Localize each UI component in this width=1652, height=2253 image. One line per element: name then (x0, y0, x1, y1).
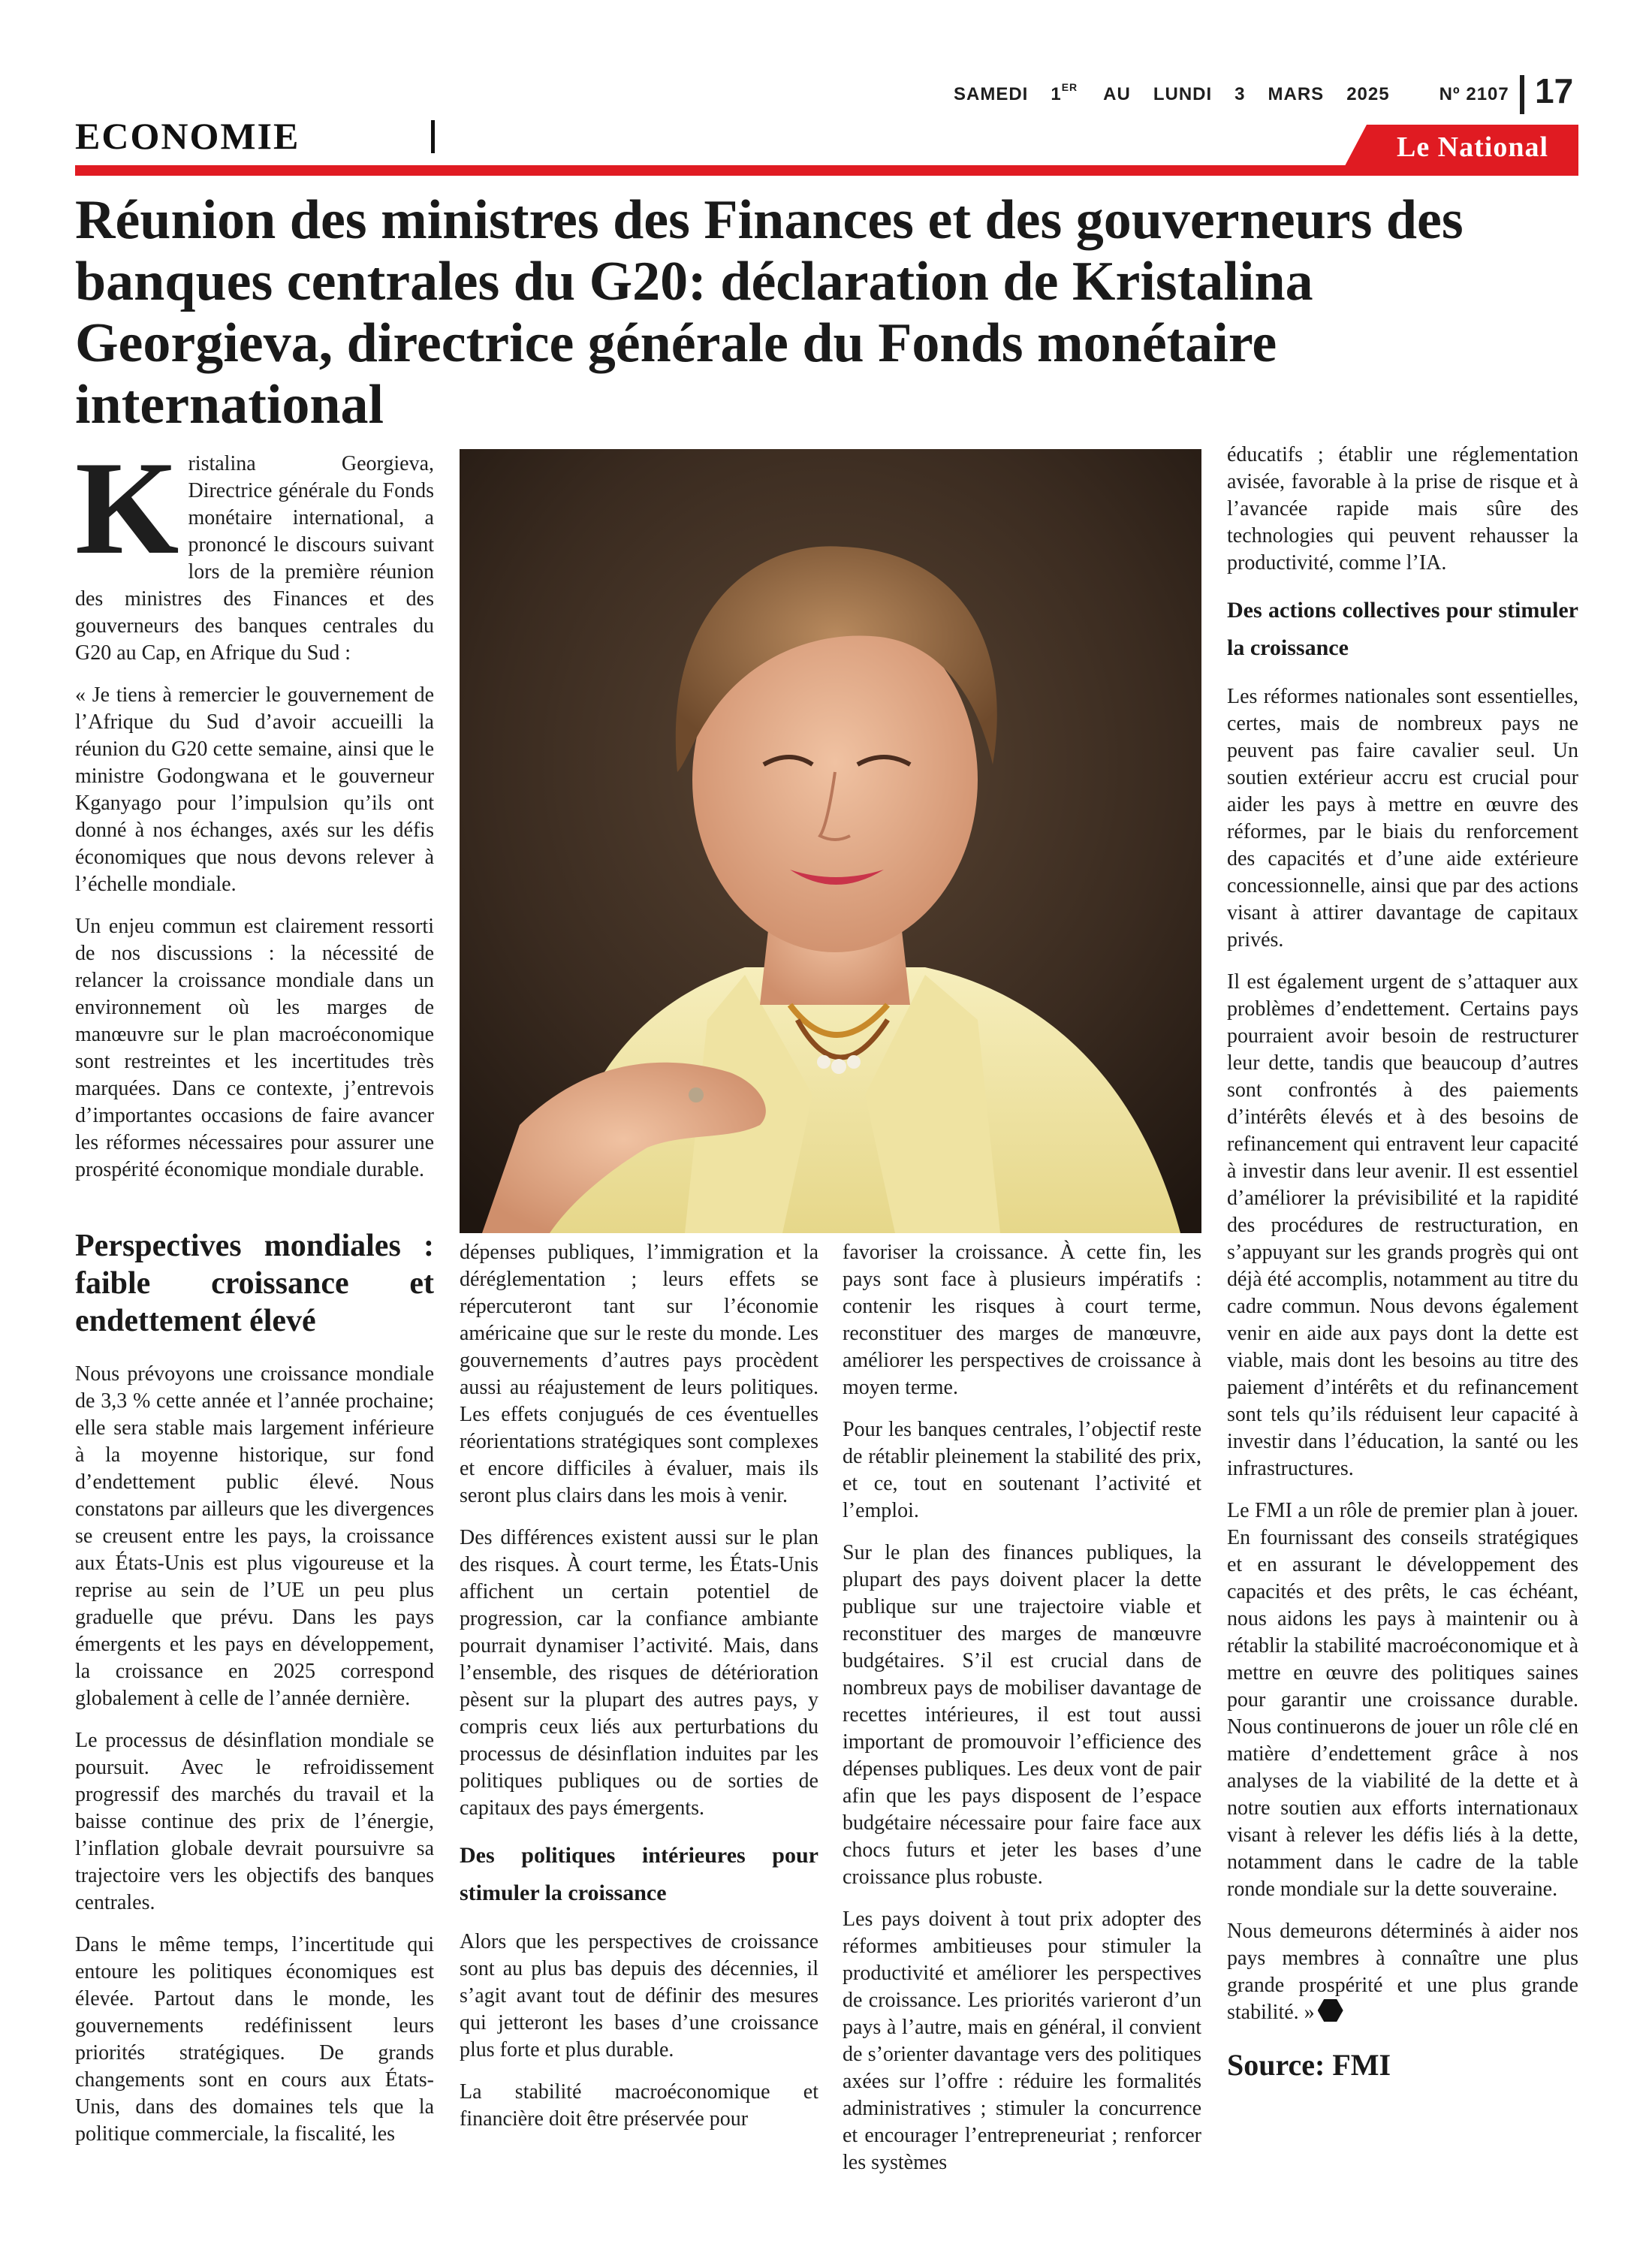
paragraph: Nous prévoyons une croissance mondiale de 3,3 % cette année et l’année prochaine; elle sera stable mais largement inférieure à la moyenne historique, sur fond d’endettement public élevé. Nous constatons par ailleurs que les divergences se creusent entre les pays, la croissance aux États-Unis est plus vigoureuse et la reprise au sein de l’UE un peu plus graduelle que prévu. Dans les pays émergents et les pays en développement, la croissance en 2025 correspond globalement à celle de l’année dernière. (75, 1362, 434, 1710)
paragraph: Le processus de désinflation mondiale se poursuit. Avec le refroidissement progressif des marchés du travail et la baisse continue des prix de l’énergie, l’inflation globale devrait poursuivre sa trajectoire vers les objectifs des banques centrales. (75, 1729, 434, 1914)
section-divider (431, 120, 435, 153)
paragraph: Les réformes nationales sont essentielles, certes, mais de nombreux pays ne peuvent pas faire cavalier seul. Un soutien extérieur accru est crucial pour aider les pays à mettre en œuvre des réformes, par le biais du renforcement des capacités et d’une aide extérieure concessionnelle, ainsi que par des actions visant à attirer davantage de capitaux privés. (1227, 685, 1578, 952)
paragraph: Il est également urgent de s’attaquer aux problèmes d’endettement. Certains pays pourraient avoir besoin de restructurer leur dette, tandis que beaucoup d’autres sont confrontés à des paiements d’intérêts élevés et à des besoins de refinancement qui entravent leur capacité à investir dans leur avenir. Il est essentiel d’améliorer la prévisibilité et la rapidité des procédures de restructuration, en s’appuyant sur les grands progrès qui ont déjà été accomplis, notamment au titre du cadre commun. Nous devons également venir en aide aux pays dont la dette est viable, mais dont les besoins au titre des paiement d’intérêts et du refinancement sont tels qu’ils réduisent leur capacité à investir dans l’éducation, la santé ou les infrastructures. (1227, 970, 1578, 1480)
paragraph: « Je tiens à remercier le gouvernement de l’Afrique du Sud d’avoir accueilli la réunion du G20 cette semaine, ainsi que le ministre Godongwana et le gouverneur Kganyago pour l’impulsion qu’ils ont donné à nos échanges, axés sur les défis économiques que nous devons relever à l’échelle mondiale. (75, 683, 434, 896)
column-1-top (75, 433, 434, 1199)
paragraph: éducatifs ; établir une réglementation avisée, favorable à la prise de risque et à l’avancée rapide mais sûre des technologies qui peuvent rehausser la productivité, comme l’IA. (1227, 443, 1578, 575)
page-number: 17 (1535, 71, 1574, 110)
paragraph: La stabilité macroéconomique et financière doit être préservée pour (460, 2080, 818, 2131)
paragraph: Le FMI a un rôle de premier plan à jouer. En fournissant des conseils stratégiques et en assurant le développement des capacités et des prêts, le cas échéant, nous aidons les pays à maintenir ou à rétablir la stabilité macroéconomique et à mettre en œuvre des politiques saines pour garantir une croissance durable. Nous continuerons de jouer un rôle clé en matière d’endettement grâce à nos analyses de la viabilité de la dette et à notre soutien aux efforts internationaux visant à relever les défis liés à la dette, notamment dans le cadre de la table ronde mondiale sur la dette souveraine. (1227, 1499, 1578, 1901)
paragraph: Les pays doivent à tout prix adopter des réformes ambitieuses pour stimuler la productivité et améliorer les perspectives de croissance. Les priorités varieront d’un pays à l’autre, mais en général, il convient de s’orienter davantage vers des politiques axées sur l’offre : réduire les formalités administratives ; stimuler la concurrence et encourager l’entrepreneuriat ; renforcer les systèmes (843, 1908, 1201, 2174)
column-2 (460, 1239, 818, 2148)
column-4 (1227, 442, 1578, 2082)
subheading-politiques-interieures: Des politiques intérieures pour stimuler la croissance (460, 1843, 818, 1905)
end-of-article-icon (1318, 1999, 1343, 2022)
closing-paragraph: Nous demeurons déterminés à aider nos pays membres à connaître une plus grande prospérité et une plus grande stabilité. » (1227, 1920, 1578, 2024)
column-1-bottom (75, 1227, 434, 2163)
paragraph: Alors que les perspectives de croissance sont au plus bas depuis des décennies, il s’agit avant tout de définir des mesures qui jetteront les bases d’une croissance plus forte et plus durable. (460, 1930, 818, 2061)
article-headline: Réunion des ministres des Finances et des gouverneurs des banques centrales du G20: déclaration de Kristalina Georgieva, directrice générale du Fonds monétaire international (75, 189, 1464, 436)
paragraph: dépenses publiques, l’immigration et la déréglementation ; leurs effets se répercuteront tant sur l’économie américaine que sur le reste du monde. Les gouvernements d’autres pays procèdent aussi au réajustement de leurs politiques. Les effets conjugués de ces éventuelles réorientations stratégiques sont complexes et encore difficiles à évaluer, mais ils seront plus clairs dans les mois à venir. (460, 1241, 818, 1507)
paragraph: Sur le plan des finances publiques, la plupart des pays doivent placer la dette publique sur une trajectoire viable et reconstituer des marges de manœuvre budgétaires. S’il est crucial dans de nombreux pays de mobiliser davantage de recettes intérieures, il est tout aussi important de promouvoir l’efficience des dépenses publiques. Les deux vont de pair afin que les pays disposent de l’espace budgétaire nécessaire pour faire face aux chocs futurs et jeter les bases d’une croissance plus robuste. (843, 1541, 1201, 1889)
paragraph: Pour les banques centrales, l’objectif reste de rétablir pleinement la stabilité des prix, et ce, tout en soutenant l’activité et l’emploi. (843, 1418, 1201, 1522)
issue-number: Nº 2107 (1439, 84, 1509, 104)
page-number-divider (1520, 75, 1524, 114)
issue-date-line: SAMEDI 1ER AU LUNDI 3 MARS 2025 Nº 2107 (954, 81, 1509, 104)
paragraph: Un enjeu commun est clairement ressorti de nos discussions : la nécessité de relancer la croissance mondiale dans un environnement où les marges de manœuvre sur le plan macroéconomique sont restreintes et les incertitudes très marquées. Dans ce contexte, j’entrevois d’importantes occasions de faire avancer les réformes nécessaires pour assurer une prospérité économique mondiale durable. (75, 915, 434, 1181)
intro-paragraph: Kristalina Georgieva, Directrice générale du Fonds monétaire international, a prononcé le discours suivant lors de la première réunion des ministres des Finances et des gouverneurs des banques centrales du G20 au Cap, en Afrique du Sud : (75, 433, 434, 665)
article-source: Source: FMI (1227, 2048, 1391, 2082)
drop-cap: K (75, 433, 179, 582)
section-label: ECONOMIE (75, 115, 300, 157)
paragraph: Des différences existent aussi sur le plan des risques. À court terme, les États-Unis affichent un certain potentiel de progression, car la confiance ambiante pourrait dynamiser l’activité. Mais, dans l’ensemble, des risques de détérioration pèsent sur la plupart des autres pays, y compris ceux liés aux perturbations du processus de désinflation induites par les politiques publiques ou de sorties de capitaux des pays émergents. (460, 1526, 818, 1820)
paragraph: favoriser la croissance. À cette fin, les pays sont face à plusieurs impératifs : contenir les risques à court terme, reconstituer des marges de manœuvre, améliorer les perspectives de croissance à moyen terme. (843, 1241, 1201, 1399)
portrait-photo (460, 449, 1201, 1233)
subheading-perspectives: Perspectives mondiales : faible croissance et endettement élevé (75, 1229, 434, 1338)
paragraph: Dans le même temps, l’incertitude qui entoure les politiques économiques est élevée. Partout dans le monde, les gouvernements redéfinissent leurs priorités stratégiques. De grands changements sont en cours aux États-Unis, dans des domaines tels que la politique commerciale, la fiscalité, les (75, 1933, 434, 2146)
subheading-actions-collectives: Des actions collectives pour stimuler la croissance (1227, 598, 1578, 660)
column-3 (843, 1239, 1201, 2191)
brand-name: Le National (1396, 131, 1549, 163)
